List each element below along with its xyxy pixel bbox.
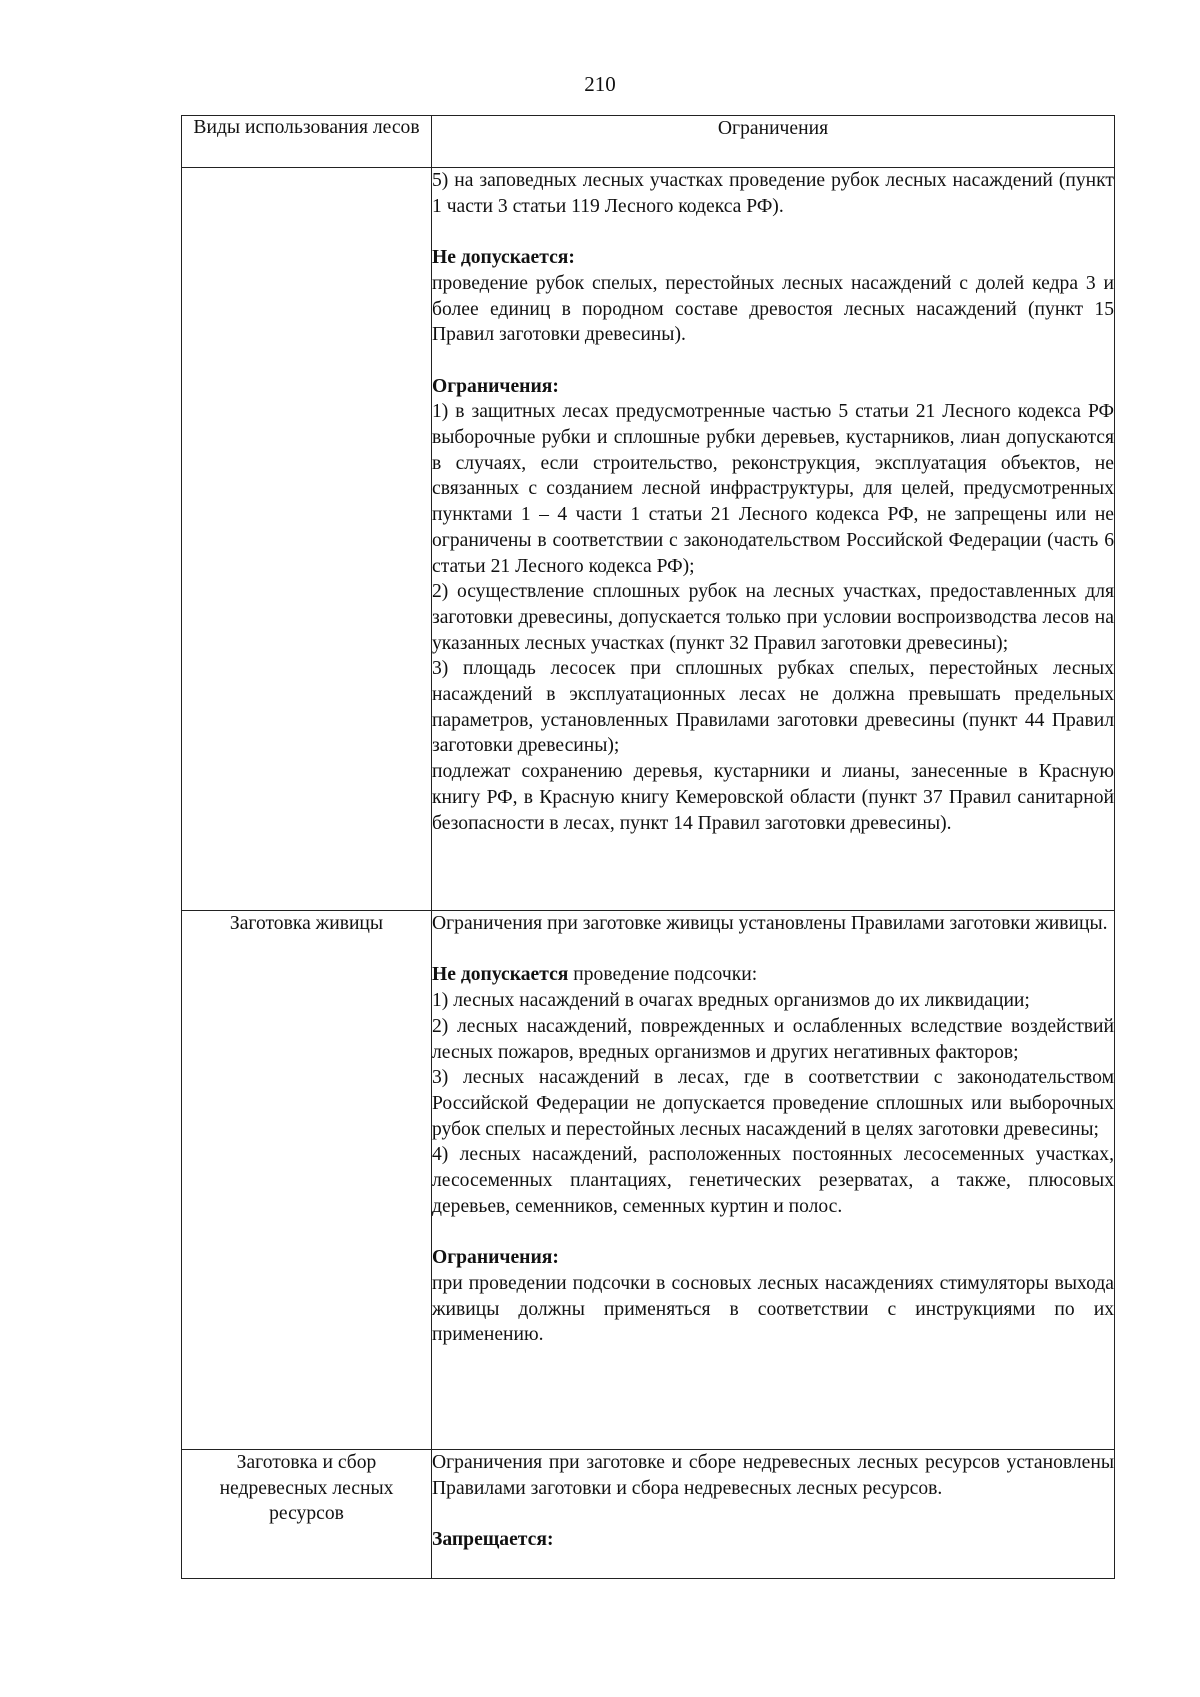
list-item: 3) лесных насаждений в лесах, где в соответствии с законодательством Российской Федерации не допускается проведение сплошных или выборочных рубок спелых и перестойных лесных насаждений в целях заготовки древесины;	[432, 1067, 1114, 1140]
restrictions-table	[181, 115, 1115, 1579]
paragraph: 5) на заповедных лесных участках проведение рубок лесных насаждений (пункт 1 части 3 статьи 119 Лесного кодекса РФ).	[432, 170, 1114, 217]
paragraph: Ограничения при заготовке живицы установлены Правилами заготовки живицы.	[432, 913, 1108, 934]
list-item: 2) осуществление сплошных рубок на лесных участках, предоставленных для заготовки древесины, допускается только при условии воспроизводства лесов на указанных лесных участках (пункт 32 Правил заготовки древесины);	[432, 581, 1114, 654]
section-heading: Не допускается:	[432, 247, 575, 269]
forest-use-type-cell	[182, 168, 432, 911]
restrictions-cell	[432, 911, 1115, 1450]
section-heading: Ограничения:	[432, 1247, 559, 1269]
paragraph: Ограничения при заготовке и сборе недревесных лесных ресурсов установлены Правилами заготовки и сбора недревесных лесных ресурсов.	[432, 1452, 1114, 1499]
header-restrictions: Ограничения	[432, 116, 1115, 168]
forest-use-type-cell: Заготовка живицы	[182, 911, 432, 1450]
restrictions-cell	[432, 168, 1115, 911]
list-item: 3) площадь лесосек при сплошных рубках спелых, перестойных лесных насаждений в эксплуатационных лесах не должна превышать предельных параметров, установленных Правилами заготовки древесины (пункт 44 Правил заготовки древесины);	[432, 658, 1114, 757]
section-heading: Не допускается проведение подсочки:	[432, 964, 758, 986]
list-item: 1) лесных насаждений в очагах вредных организмов до их ликвидации;	[432, 990, 1030, 1012]
table-row	[182, 1450, 1115, 1579]
table-row	[182, 168, 1115, 911]
paragraph: при проведении подсочки в сосновых лесных насаждениях стимуляторы выхода живицы должны применяться в соответствии с инструкциями по их применению.	[432, 1272, 1114, 1346]
table-header-row	[182, 116, 1115, 168]
page-number: 210	[584, 72, 616, 96]
forest-use-type-cell: Заготовка и сбор недревесных лесных ресурсов	[182, 1450, 432, 1579]
list-item: 4) лесных насаждений, расположенных постоянных лесосеменных участках, лесосеменных плантациях, генетических резерватах, а также, плюсовых деревьев, семенников, семенных куртин и полос.	[432, 1144, 1114, 1217]
section-heading: Запрещается:	[432, 1529, 554, 1551]
paragraph: подлежат сохранению деревья, кустарники и лианы, занесенные в Красную книгу РФ, в Красную книгу Кемеровской области (пункт 37 Правил санитарной безопасности в лесах, пункт 14 Правил заготовки древесины).	[432, 761, 1114, 834]
paragraph: проведение рубок спелых, перестойных лесных насаждений с долей кедра 3 и более единиц в породном составе древостоя лесных насаждений (пункт 15 Правил заготовки древесины).	[432, 272, 1114, 346]
list-item: 1) в защитных лесах предусмотренные частью 5 статьи 21 Лесного кодекса РФ выборочные рубки и сплошные рубки деревьев, кустарников, лиан допускаются в случаях, если строительство, реконструкция, эксплуатация объектов, не связанных с созданием лесной инфраструктуры, для целей, предусмотренных пунктами 1 – 4 части 1 статьи 21 Лесного кодекса РФ, не запрещены или не ограничены в соответствии с законодательством Российской Федерации (часть 6 статьи 21 Лесного кодекса РФ);	[432, 401, 1114, 577]
restrictions-cell	[432, 1450, 1115, 1579]
section-heading: Ограничения:	[432, 375, 559, 397]
list-item: 2) лесных насаждений, поврежденных и ослабленных вследствие воздействий лесных пожаров, вредных организмов и других негативных факторов;	[432, 1015, 1114, 1063]
header-forest-use-types: Виды использования лесов	[182, 116, 432, 168]
table-row	[182, 911, 1115, 1450]
